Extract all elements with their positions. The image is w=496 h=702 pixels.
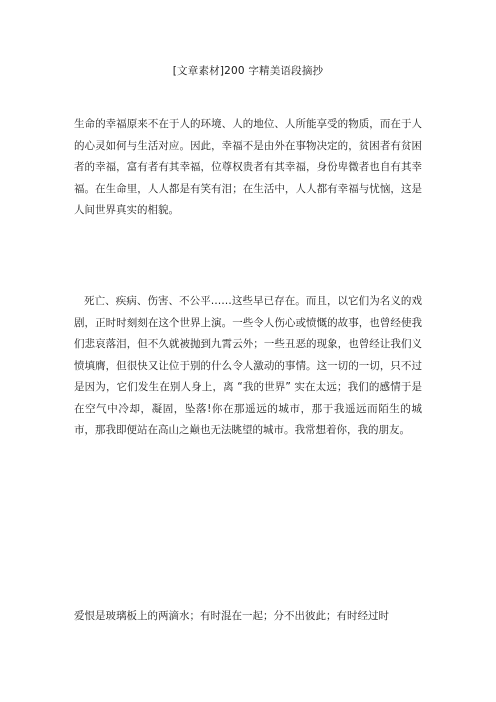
- paragraph-happiness: 生命的幸福原来不在于人的环境、人的地位、人所能享受的物质，而在于人的心灵如何与生活对应。因此，幸福不是由外在事物决定的，贫困者有贫困者的幸福，富有者有其幸福，位尊权贵者有其幸福，身份卑微者也自有其幸福。在生命里，人人都是有笑有泪；在生活中，人人都有幸福与忧恼，这是人间世界真实的相貌。: [74, 118, 422, 216]
- document-title: [文章素材]200 字精美语段摘抄: [172, 65, 324, 77]
- paragraph-love-hate: 爱恨是玻璃板上的两滴水；有时混在一起；分不出彼此；有时经过时: [74, 610, 389, 622]
- paragraph-distant-world: 死亡、疾病、伤害、不公平……这些早已存在。而且，以它们为名义的戏剧，正时时刻刻在这个世界上演。一些令人伤心或愤慨的故事，也曾经使我们悲哀落泪，但不久就被抛到九霄云外；一些丑恶的现象，也曾经让我们义愤填膺，但很快又让位于别的什么令人激动的事情。这一切的一切，只不过是因为，它们发生在别人身上，离 “我的世界” 实在太远；我们的感情于是在空气中冷却，凝固，坠落!你在那遥远的城市，那于我遥远而陌生的城市，那我即便站在高山之巅也无法眺望的城市。我常想着你，我的朋友。: [74, 295, 422, 436]
